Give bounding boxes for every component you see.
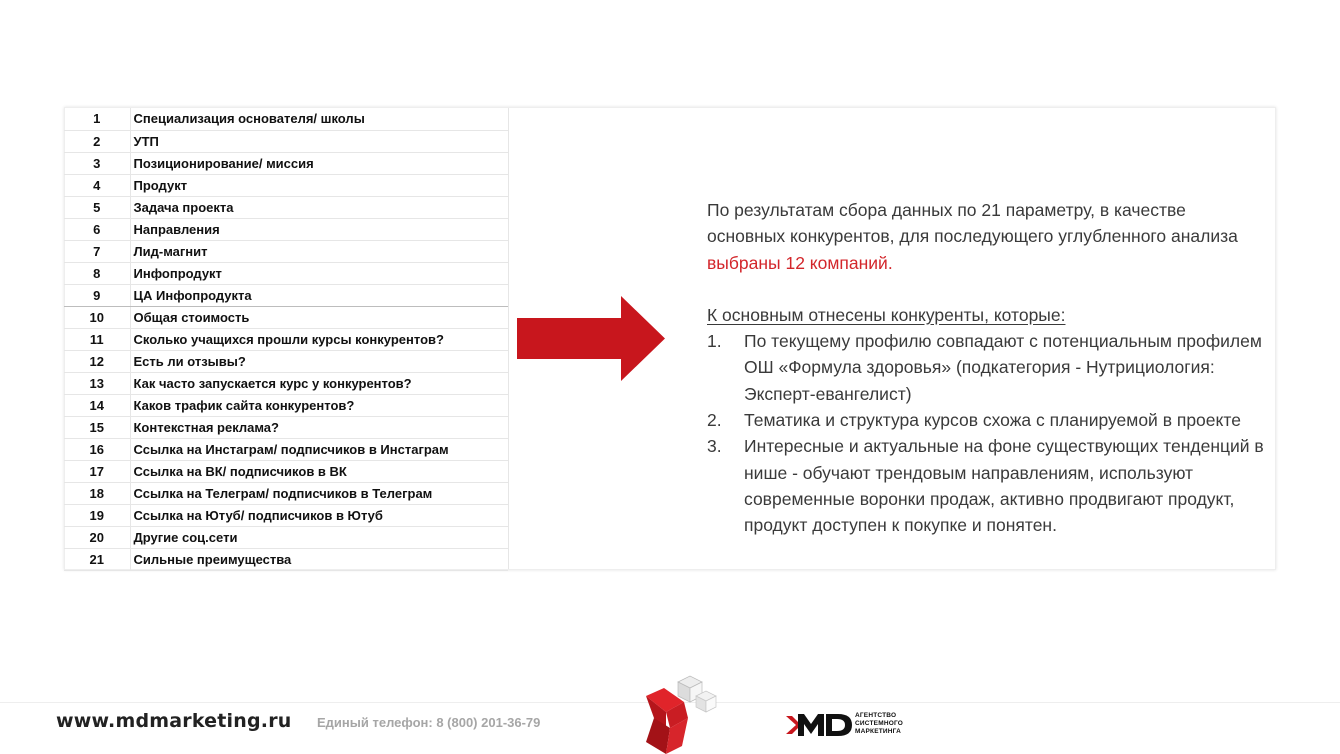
table-row [64, 328, 508, 350]
parameter-number: 9 [64, 284, 130, 306]
parameter-label: Лид-магнит [130, 240, 508, 262]
table-row [64, 284, 508, 306]
parameter-number: 2 [64, 130, 130, 152]
table-row [64, 350, 508, 372]
table-row [64, 306, 508, 328]
parameter-number: 15 [64, 416, 130, 438]
parameter-label: Ссылка на Инстаграм/ подписчиков в Инстаграм [130, 438, 508, 460]
parameters-table [64, 108, 508, 571]
table-row [64, 482, 508, 504]
parameter-label: Сильные преимущества [130, 548, 508, 570]
parameter-label: ЦА Инфопродукта [130, 284, 508, 306]
cube-logo-icon [640, 672, 720, 754]
list-item [707, 433, 1267, 538]
right-arrow-icon [517, 296, 665, 381]
parameter-number: 18 [64, 482, 130, 504]
parameter-number: 6 [64, 218, 130, 240]
parameter-label: Сколько учащихся прошли курсы конкурентов? [130, 328, 508, 350]
table-row [64, 196, 508, 218]
parameter-number: 4 [64, 174, 130, 196]
md-agency-text [855, 712, 903, 736]
table-row [64, 526, 508, 548]
parameter-number: 10 [64, 306, 130, 328]
table-row [64, 130, 508, 152]
parameter-number: 17 [64, 460, 130, 482]
list-item-number: 2. [707, 410, 722, 431]
parameter-number: 3 [64, 152, 130, 174]
parameter-number: 11 [64, 328, 130, 350]
parameter-label: Есть ли отзывы? [130, 350, 508, 372]
parameter-label: Позиционирование/ миссия [130, 152, 508, 174]
footer-phone: Единый телефон: 8 (800) 201-36-79 [317, 715, 541, 730]
parameter-number: 13 [64, 372, 130, 394]
list-item-number: 3. [707, 436, 722, 457]
summary-intro [707, 197, 1267, 276]
list-item [707, 407, 1267, 433]
parameter-number: 20 [64, 526, 130, 548]
table-row [64, 152, 508, 174]
parameter-label: Ссылка на ВК/ подписчиков в ВК [130, 460, 508, 482]
table-row [64, 504, 508, 526]
parameter-number: 5 [64, 196, 130, 218]
parameter-label: Ссылка на Ютуб/ подписчиков в Ютуб [130, 504, 508, 526]
table-row [64, 394, 508, 416]
parameter-number: 7 [64, 240, 130, 262]
parameter-label: Задача проекта [130, 196, 508, 218]
table-row [64, 548, 508, 570]
table-row [64, 174, 508, 196]
table-row [64, 108, 508, 130]
brand-line-2: СИСТЕМНОГО [855, 720, 904, 727]
parameter-label: Общая стоимость [130, 306, 508, 328]
brand-line-1: АГЕНТСТВО [855, 712, 897, 719]
table-row [64, 416, 508, 438]
parameter-label: Другие соц.сети [130, 526, 508, 548]
list-item-number: 1. [707, 331, 722, 352]
parameter-label: Контекстная реклама? [130, 416, 508, 438]
parameter-label: Ссылка на Телеграм/ подписчиков в Телеграм [130, 482, 508, 504]
table-row [64, 240, 508, 262]
table-divider [508, 108, 509, 569]
parameter-number: 12 [64, 350, 130, 372]
list-item [707, 328, 1267, 407]
summary-intro-accent: выбраны 12 компаний. [707, 252, 893, 273]
parameter-number: 14 [64, 394, 130, 416]
parameter-label: Каков трафик сайта конкурентов? [130, 394, 508, 416]
table-row [64, 438, 508, 460]
table-row [64, 218, 508, 240]
parameter-label: Направления [130, 218, 508, 240]
summary-list [707, 328, 1267, 538]
list-item-text: По текущему профилю совпадают с потенциальным профилем ОШ «Формула здоровья» (подкатегория - Нутрициология: Эксперт-евангелист) [744, 331, 1262, 404]
table-row [64, 460, 508, 482]
parameter-number: 8 [64, 262, 130, 284]
summary-intro-text: По результатам сбора данных по 21 параметру, в качестве основных конкурентов, для последующего углубленного анализа [707, 200, 1238, 247]
parameter-number: 21 [64, 548, 130, 570]
list-item-text: Тематика и структура курсов схожа с планируемой в проекте [744, 410, 1241, 431]
table-row [64, 262, 508, 284]
table-row [64, 372, 508, 394]
parameter-label: Инфопродукт [130, 262, 508, 284]
parameter-number: 19 [64, 504, 130, 526]
summary-text [707, 197, 1267, 539]
summary-heading: К основным отнесены конкуренты, которые: [707, 304, 1066, 325]
parameter-label: Как часто запускается курс у конкурентов? [130, 372, 508, 394]
brand-line-3: МАРКЕТИНГА [855, 728, 902, 735]
parameter-label: УТП [130, 130, 508, 152]
parameter-number: 16 [64, 438, 130, 460]
parameter-label: Продукт [130, 174, 508, 196]
footer-site-link[interactable]: www.mdmarketing.ru [56, 710, 292, 732]
list-item-text: Интересные и актуальные на фоне существующих тенденций в нише - обучают трендовым направлениям, используют современные воронки продаж, активно продвигают продукт, продукт доступен к покупке и понятен. [744, 436, 1264, 536]
parameter-label: Специализация основателя/ школы [130, 108, 508, 130]
parameter-number: 1 [64, 108, 130, 130]
